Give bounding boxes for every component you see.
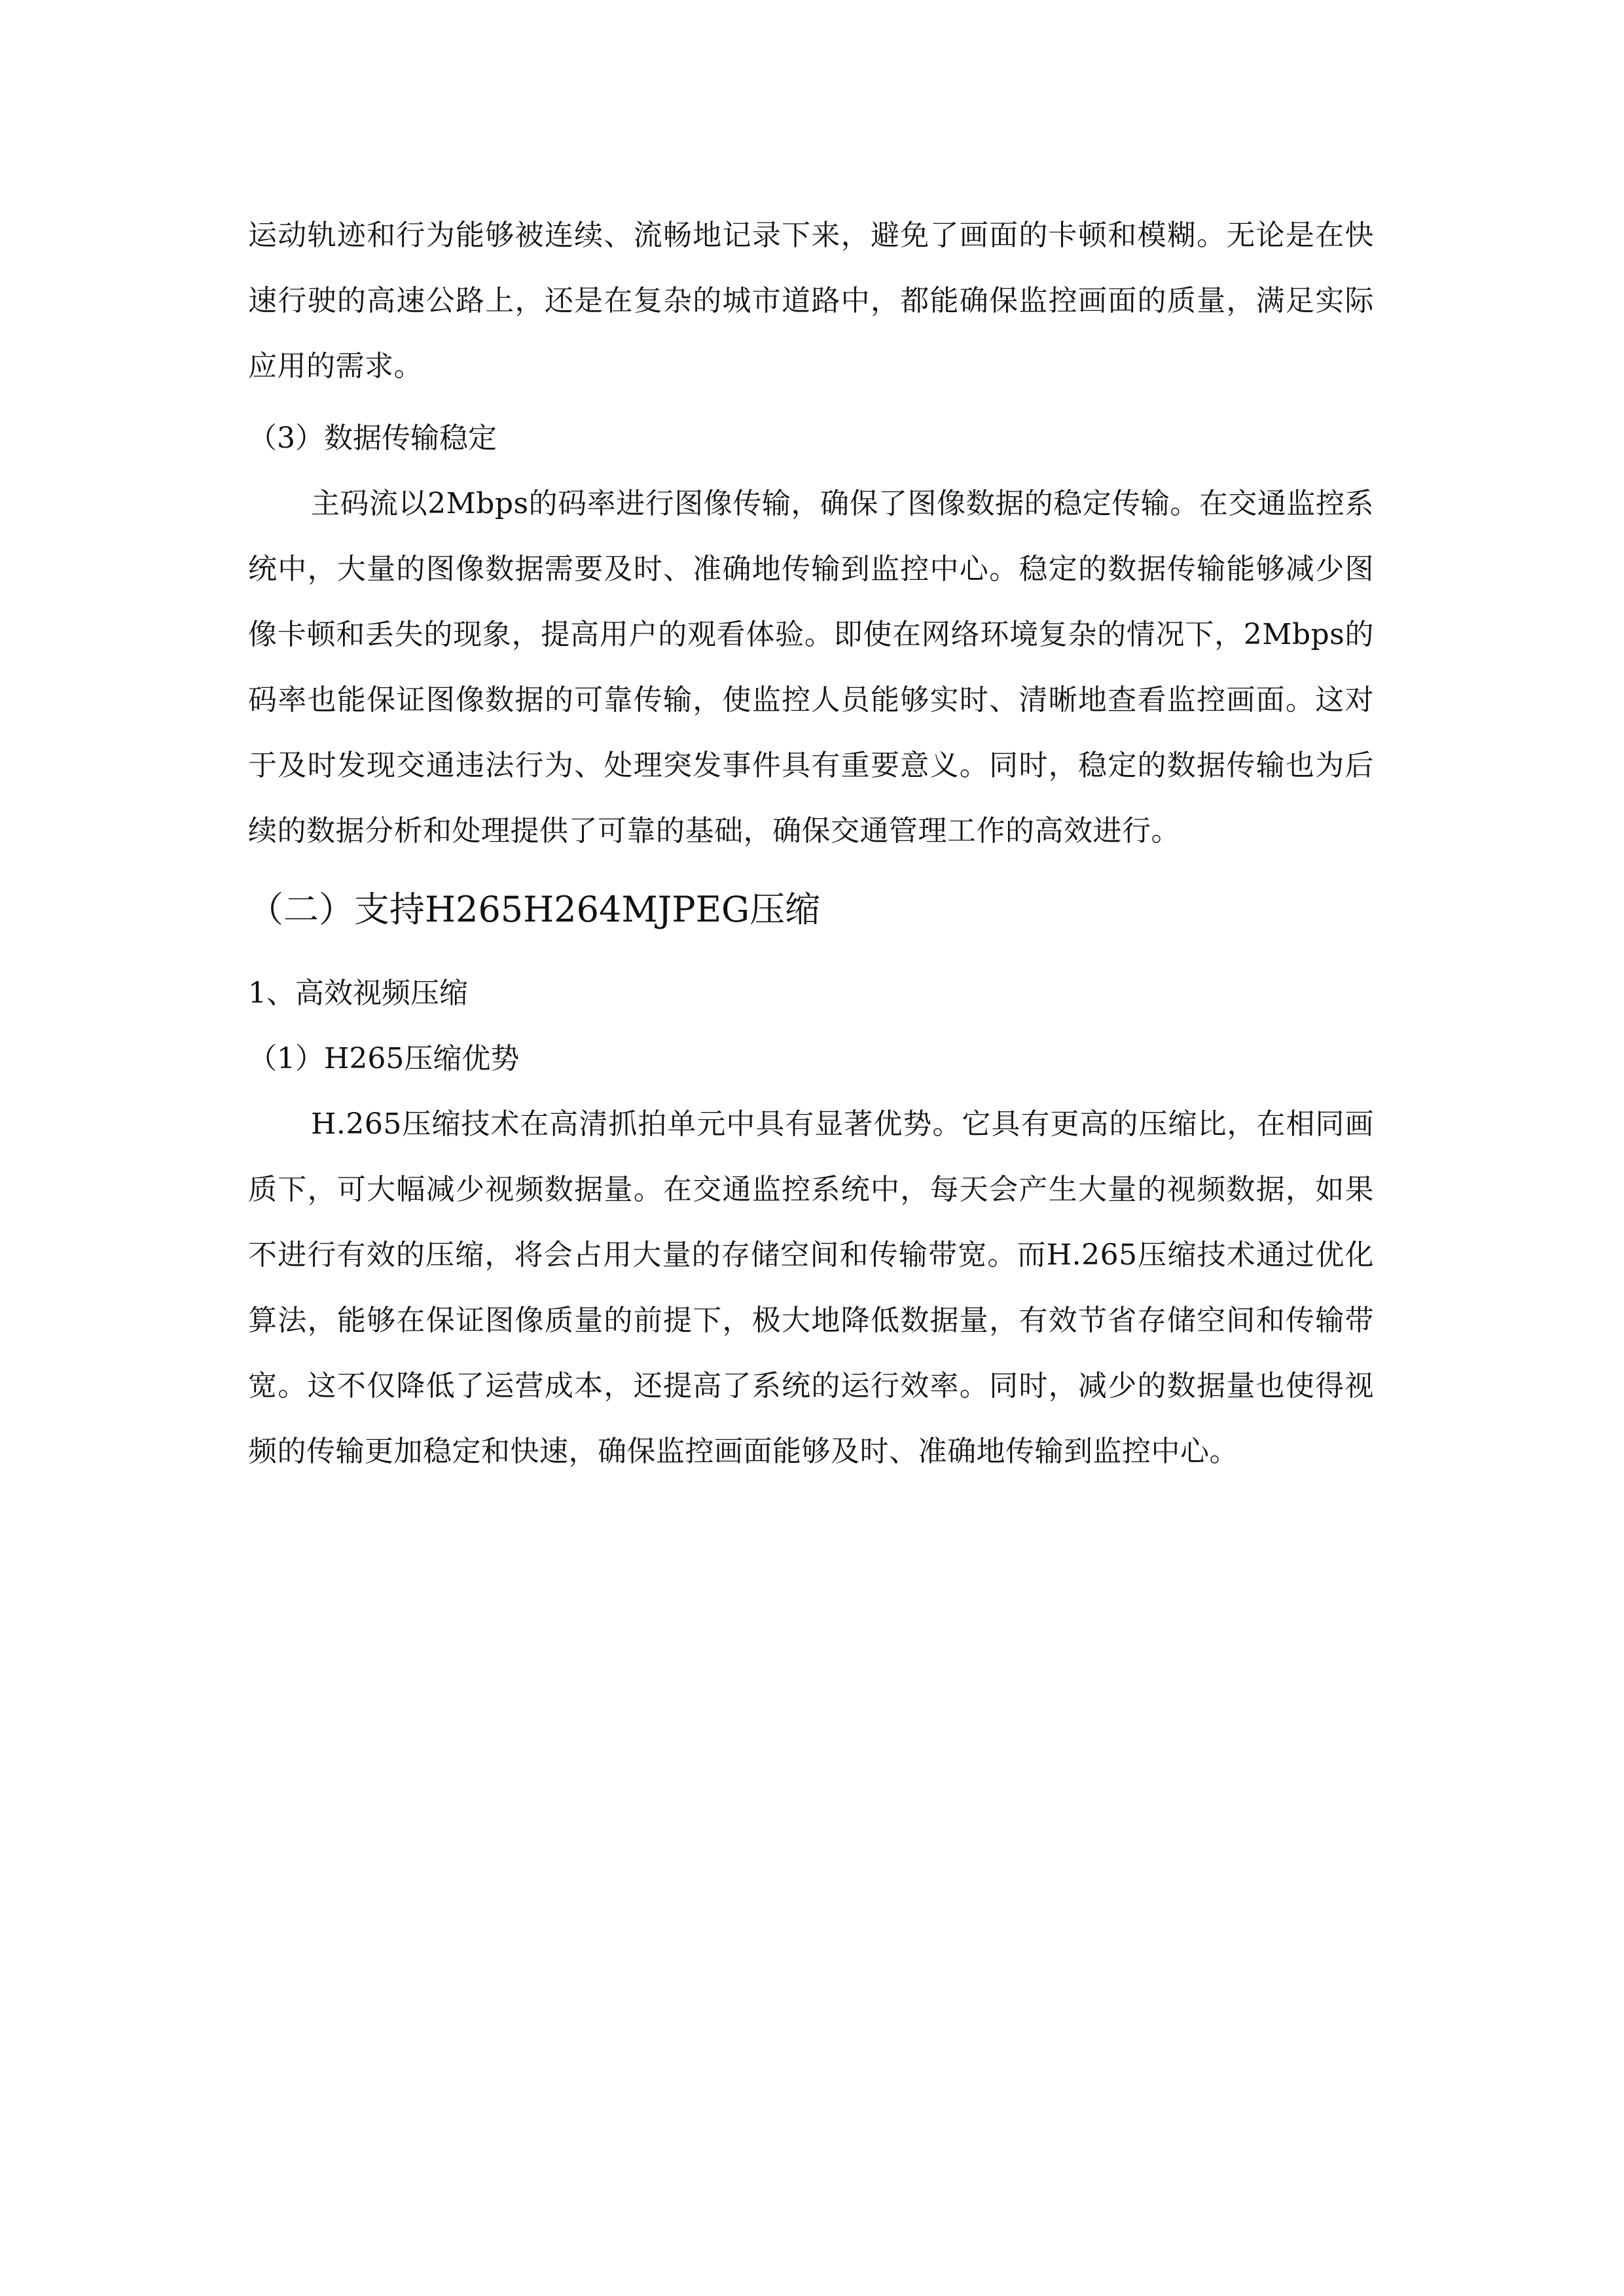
paragraph-data-transmission: 主码流以2Mbps的码率进行图像传输，确保了图像数据的稳定传输。在交通监控系统中，大量的图像数据需要及时、准确地传输到监控中心。稳定的数据传输能够减少图像卡顿和丢失的现象，提高用户的观看体验。即使在网络环境复杂的情况下，2Mbps的码率也能保证图像数据的可靠传输，使监控人员能够实时、清晰地查看监控画面。这对于及时发现交通违法行为、处理突发事件具有重要意义。同时，稳定的数据传输也为后续的数据分析和处理提供了可靠的基础，确保交通管理工作的高效进行。 [248, 487, 1374, 848]
paragraph-h265-advantage: H.265压缩技术在高清抓拍单元中具有显著优势。它具有更高的压缩比，在相同画质下，可大幅减少视频数据量。在交通监控系统中，每天会产生大量的视频数据，如果不进行有效的压缩，将会占用大量的存储空间和传输带宽。而H.265压缩技术通过优化算法，能够在保证图像质量的前提下，极大地降低数据量，有效节省存储空间和传输带宽。这不仅降低了运营成本，还提高了系统的运行效率。同时，减少的数据量也使得视频的传输更加稳定和快速，确保监控画面能够及时、准确地传输到监控中心。 [248, 1107, 1374, 1468]
section-title-compression: （二）支持H265H264MJPEG压缩 [248, 889, 821, 930]
paragraph-motion-continuation: 运动轨迹和行为能够被连续、流畅地记录下来，避免了画面的卡顿和模糊。无论是在快速行驶的高速公路上，还是在复杂的城市道路中，都能确保监控画面的质量，满足实际应用的需求。 [248, 219, 1374, 383]
heading-data-transmission: （3）数据传输稳定 [248, 422, 497, 455]
heading-efficient-compression: 1、高效视频压缩 [248, 977, 468, 1010]
document-body [248, 203, 1374, 1484]
heading-h265-advantage: （1）H265压缩优势 [248, 1042, 520, 1075]
